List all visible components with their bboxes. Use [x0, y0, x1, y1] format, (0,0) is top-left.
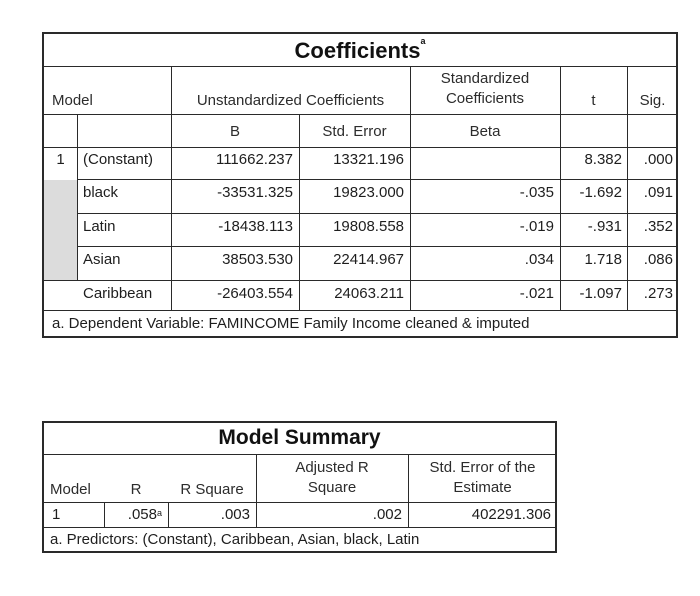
header-beta: Beta [469, 123, 501, 140]
row-b-caribbean: -26403.554 [217, 285, 293, 302]
ms-header-se-line1: Std. Error of the [429, 459, 536, 476]
coefficients-footnote: a. Dependent Variable: FAMINCOME Family Income cleaned & imputed [52, 315, 530, 332]
header-standardized-line1: Standardized [440, 70, 530, 87]
row-label-constant: (Constant) [83, 151, 154, 168]
header-unstandardized: Unstandardized Coefficients [196, 92, 385, 109]
ms-row-r-square: .003 [220, 506, 250, 523]
row-b-asian: 38503.530 [222, 251, 293, 268]
row-label-caribbean: Caribbean [83, 285, 153, 302]
row-b-black: -33531.325 [217, 184, 293, 201]
row-se-latin: 19808.558 [333, 218, 404, 235]
row-se-black: 19823.000 [333, 184, 404, 201]
row-label-black: black [83, 184, 119, 201]
coefficients-title-text: Coefficients [294, 38, 421, 63]
header-t: t [591, 92, 596, 109]
row-beta-asian: .034 [524, 251, 554, 268]
header-b: B [229, 123, 240, 140]
row-sig-black: .091 [643, 184, 673, 201]
ms-row-r [104, 506, 162, 524]
header-std-error: Std. Error [322, 123, 387, 140]
model-summary-footnote: a. Predictors: (Constant), Caribbean, Asian, black, Latin [50, 531, 420, 548]
ms-row-model: 1 [52, 506, 61, 523]
ms-row-r-value: .058 [127, 506, 157, 523]
row-se-asian: 22414.967 [333, 251, 404, 268]
row-t-caribbean: -1.097 [579, 285, 622, 302]
row-se-constant: 13321.196 [333, 151, 404, 168]
header-sig: Sig. [639, 92, 666, 109]
row-t-constant: 8.382 [584, 151, 622, 168]
header-standardized-line2: Coefficients [445, 90, 525, 107]
ms-row-adjusted: .002 [372, 506, 402, 523]
model-number: 1 [56, 151, 65, 168]
row-t-asian: 1.718 [584, 251, 622, 268]
row-beta-caribbean: -.021 [519, 285, 554, 302]
row-sig-latin: .352 [643, 218, 673, 235]
ms-row-r-sup: a [156, 508, 162, 518]
row-sig-asian: .086 [643, 251, 673, 268]
ms-header-se-line2: Estimate [453, 479, 512, 496]
row-t-latin: -.931 [587, 218, 622, 235]
row-beta-latin: -.019 [519, 218, 554, 235]
row-b-constant: 111662.237 [215, 151, 293, 168]
row-se-caribbean: 24063.211 [334, 285, 404, 302]
header-model: Model [52, 92, 93, 109]
row-label-latin: Latin [83, 218, 116, 235]
ms-header-adjusted-line1: Adjusted R [295, 459, 369, 476]
row-label-asian: Asian [83, 251, 121, 268]
ms-header-model: Model [50, 481, 91, 498]
model-summary-title: Model Summary [218, 426, 381, 449]
model-summary-table [42, 421, 557, 553]
coefficients-title [44, 38, 676, 64]
row-sig-caribbean: .273 [643, 285, 673, 302]
row-beta-black: -.035 [519, 184, 554, 201]
ms-header-adjusted-line2: Square [307, 479, 357, 496]
row-sig-constant: .000 [643, 151, 673, 168]
coefficients-title-sup: a [420, 36, 426, 46]
row-t-black: -1.692 [579, 184, 622, 201]
ms-row-se: 402291.306 [471, 506, 551, 523]
coefficients-table [42, 32, 678, 338]
ms-header-r: R [130, 481, 142, 498]
ms-header-r-square: R Square [180, 481, 244, 498]
row-b-latin: -18438.113 [218, 218, 293, 235]
